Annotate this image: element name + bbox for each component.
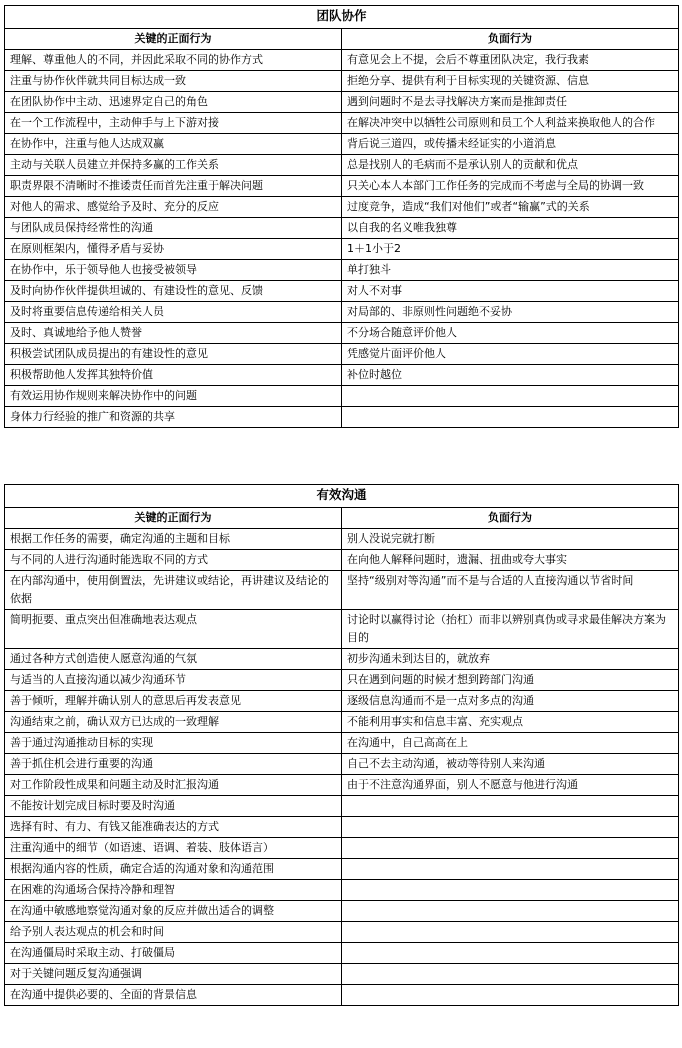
positive-behavior-cell: 有效运用协作规则来解决协作中的问题 [5,386,342,407]
negative-behavior-cell [342,922,679,943]
negative-behavior-cell [342,796,679,817]
positive-behavior-cell: 注重与协作伙伴就共同目标达成一致 [5,71,342,92]
positive-behavior-cell: 善于抓住机会进行重要的沟通 [5,754,342,775]
positive-behavior-cell: 沟通结束之前，确认双方已达成的一致理解 [5,712,342,733]
table-row [5,365,679,386]
positive-behavior-cell: 简明扼要、重点突出但准确地表达观点 [5,610,342,649]
negative-behavior-cell: 初步沟通未到达目的，就放弃 [342,649,679,670]
positive-behavior-cell: 注重沟通中的细节（如语速、语调、着装、肢体语言） [5,838,342,859]
section-title: 团队协作 [5,6,679,29]
table-row [5,985,679,1006]
table-row [5,344,679,365]
negative-behavior-cell [342,985,679,1006]
positive-behavior-cell: 对于关键问题反复沟通强调 [5,964,342,985]
table-row [5,712,679,733]
positive-behavior-cell: 对他人的需求、感觉给予及时、充分的反应 [5,197,342,218]
table-row [5,239,679,260]
effective-communication-table [4,484,679,1006]
table-row [5,901,679,922]
table-row [5,796,679,817]
table-row [5,649,679,670]
table-row [5,817,679,838]
negative-behavior-cell [342,817,679,838]
positive-behavior-cell: 在协作中，乐于领导他人也接受被领导 [5,260,342,281]
negative-behavior-cell: 不能利用事实和信息丰富、充实观点 [342,712,679,733]
negative-behavior-cell: 在向他人解释问题时，遗漏、扭曲或夸大事实 [342,550,679,571]
negative-behavior-cell [342,407,679,428]
table-row [5,922,679,943]
positive-behavior-cell: 及时将重要信息传递给相关人员 [5,302,342,323]
positive-behavior-cell: 职责界限不清晰时不推诿责任而首先注重于解决问题 [5,176,342,197]
positive-behavior-cell: 选择有时、有力、有钱又能准确表达的方式 [5,817,342,838]
table-row [5,155,679,176]
negative-behavior-cell: 逐级信息沟通而不是一点对多点的沟通 [342,691,679,712]
positive-behavior-cell: 与团队成员保持经常性的沟通 [5,218,342,239]
negative-behavior-cell: 以自我的名义唯我独尊 [342,218,679,239]
positive-behavior-cell: 在沟通中提供必要的、全面的背景信息 [5,985,342,1006]
positive-behavior-cell: 理解、尊重他人的不同，并因此采取不同的协作方式 [5,50,342,71]
positive-behavior-cell: 善于通过沟通推动目标的实现 [5,733,342,754]
positive-behavior-cell: 善于倾听，理解并确认别人的意思后再发表意见 [5,691,342,712]
table-row [5,775,679,796]
positive-behavior-cell: 对工作阶段性成果和问题主动及时汇报沟通 [5,775,342,796]
negative-behavior-cell: 背后说三道四，或传播未经证实的小道消息 [342,134,679,155]
negative-behavior-cell: 只关心本人本部门工作任务的完成而不考虑与全局的协调一致 [342,176,679,197]
table-row [5,197,679,218]
negative-behavior-header: 负面行为 [342,29,679,50]
table-row [5,176,679,197]
table-row [5,943,679,964]
negative-behavior-cell: 有意见会上不提，会后不尊重团队决定，我行我素 [342,50,679,71]
positive-behavior-cell: 积极尝试团队成员提出的有建设性的意见 [5,344,342,365]
table-row [5,407,679,428]
positive-behavior-cell: 主动与关联人员建立并保持多赢的工作关系 [5,155,342,176]
negative-behavior-cell [342,859,679,880]
negative-behavior-cell: 补位时越位 [342,365,679,386]
negative-behavior-cell: 拒绝分享、提供有利于目标实现的关键资源、信息 [342,71,679,92]
positive-behavior-header: 关键的正面行为 [5,29,342,50]
table-row [5,281,679,302]
negative-behavior-cell: 坚持“级别对等沟通”而不是与合适的人直接沟通以节省时间 [342,571,679,610]
positive-behavior-cell: 通过各种方式创造使人愿意沟通的气氛 [5,649,342,670]
negative-behavior-cell: 别人没说完就打断 [342,529,679,550]
positive-behavior-cell: 在沟通中敏感地察觉沟通对象的反应并做出适合的调整 [5,901,342,922]
negative-behavior-cell: 总是找别人的毛病而不是承认别人的贡献和优点 [342,155,679,176]
negative-behavior-cell [342,386,679,407]
negative-behavior-cell [342,880,679,901]
negative-behavior-cell [342,964,679,985]
table-row [5,386,679,407]
table-row [5,610,679,649]
negative-behavior-cell: 在解决冲突中以牺牲公司原则和员工个人利益来换取他人的合作 [342,113,679,134]
table-row [5,550,679,571]
table-row [5,260,679,281]
table-row [5,880,679,901]
negative-behavior-cell: 不分场合随意评价他人 [342,323,679,344]
positive-behavior-cell: 不能按计划完成目标时要及时沟通 [5,796,342,817]
positive-behavior-cell: 与适当的人直接沟通以减少沟通环节 [5,670,342,691]
positive-behavior-cell: 身体力行经验的推广和资源的共享 [5,407,342,428]
table-row [5,113,679,134]
table-row [5,733,679,754]
negative-behavior-cell: 凭感觉片面评价他人 [342,344,679,365]
table-row [5,670,679,691]
table-row [5,571,679,610]
negative-behavior-cell: 由于不注意沟通界面，别人不愿意与他进行沟通 [342,775,679,796]
negative-behavior-cell [342,943,679,964]
positive-behavior-cell: 给予别人表达观点的机会和时间 [5,922,342,943]
negative-behavior-cell: 讨论时以赢得讨论（抬杠）而非以辨别真伪或寻求最佳解决方案为目的 [342,610,679,649]
negative-behavior-cell: 自己不去主动沟通，被动等待别人来沟通 [342,754,679,775]
negative-behavior-cell [342,838,679,859]
table-row [5,50,679,71]
positive-behavior-cell: 在沟通僵局时采取主动、打破僵局 [5,943,342,964]
positive-behavior-cell: 根据工作任务的需要，确定沟通的主题和目标 [5,529,342,550]
table-row [5,71,679,92]
negative-behavior-cell: 过度竞争，造成“我们对他们”或者“输赢”式的关系 [342,197,679,218]
team-collaboration-table [4,5,679,428]
table-row [5,134,679,155]
positive-behavior-cell: 及时向协作伙伴提供坦诚的、有建设性的意见、反馈 [5,281,342,302]
section-title: 有效沟通 [5,485,679,508]
table-row [5,754,679,775]
table-row [5,529,679,550]
table-row [5,302,679,323]
negative-behavior-cell: 对人不对事 [342,281,679,302]
positive-behavior-cell: 在内部沟通中，使用倒置法，先讲建议或结论，再讲建议及结论的依据 [5,571,342,610]
negative-behavior-cell: 单打独斗 [342,260,679,281]
positive-behavior-cell: 与不同的人进行沟通时能选取不同的方式 [5,550,342,571]
positive-behavior-header: 关键的正面行为 [5,508,342,529]
negative-behavior-header: 负面行为 [342,508,679,529]
table-row [5,92,679,113]
positive-behavior-cell: 积极帮助他人发挥其独特价值 [5,365,342,386]
negative-behavior-cell: 对局部的、非原则性问题绝不妥协 [342,302,679,323]
positive-behavior-cell: 在团队协作中主动、迅速界定自己的角色 [5,92,342,113]
table-row [5,838,679,859]
positive-behavior-cell: 及时、真诚地给予他人赞誉 [5,323,342,344]
positive-behavior-cell: 在困难的沟通场合保持冷静和理智 [5,880,342,901]
negative-behavior-cell: 遇到问题时不是去寻找解决方案而是推卸责任 [342,92,679,113]
positive-behavior-cell: 在原则框架内，懂得矛盾与妥协 [5,239,342,260]
positive-behavior-cell: 在一个工作流程中，主动伸手与上下游对接 [5,113,342,134]
negative-behavior-cell [342,901,679,922]
positive-behavior-cell: 在协作中，注重与他人达成双赢 [5,134,342,155]
negative-behavior-cell: 在沟通中，自己高高在上 [342,733,679,754]
positive-behavior-cell: 根据沟通内容的性质，确定合适的沟通对象和沟通范围 [5,859,342,880]
table-row [5,859,679,880]
table-row [5,691,679,712]
table-row [5,964,679,985]
negative-behavior-cell: 1＋1小于2 [342,239,679,260]
table-row [5,218,679,239]
table-row [5,323,679,344]
negative-behavior-cell: 只在遇到问题的时候才想到跨部门沟通 [342,670,679,691]
